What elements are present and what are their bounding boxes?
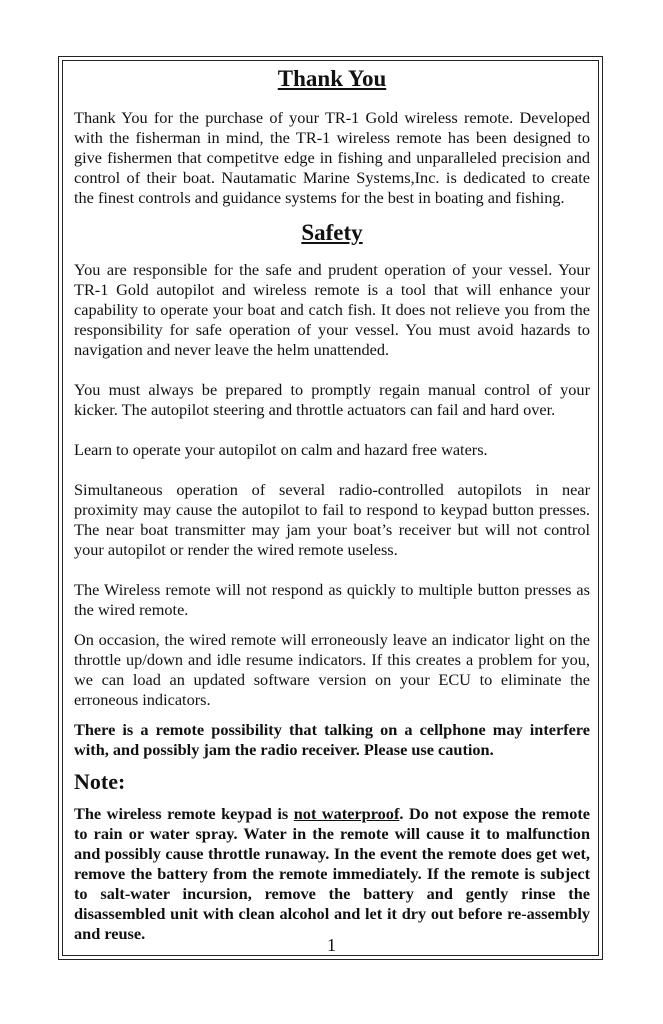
note-paragraph (74, 804, 590, 944)
safety-paragraph-button-presses: The Wireless remote will not respond as quickly to multiple button presses as the wired remote. (74, 580, 590, 619)
note-not-waterproof: not waterproof (293, 804, 400, 823)
thank-you-heading: Thank You (277, 66, 387, 91)
safety-paragraph-radio-interference: Simultaneous operation of several radio-controlled autopilots in near proximity may cause the autopilot to fail to respond to keypad button presses. The near boat transmitter may jam your boat’s receiver but will not control your autopilot or render the wired remote useless. (74, 480, 590, 559)
note-text-before: The wireless remote keypad is (74, 804, 294, 823)
page-content (74, 64, 590, 944)
thank-you-paragraph: Thank You for the purchase of your TR-1 Gold wireless remote. Developed with the fisherman in mind, the TR-1 wireless remote has been designed to give fishermen that competitve edge in fishing and unparalleled precision and control of their boat. Nautamatic Marine Systems,Inc. is dedicated to create the finest controls and guidance systems for the best in boating and fishing. (74, 108, 590, 207)
note-heading: Note: (74, 769, 126, 794)
safety-paragraph-cellphone-warning: There is a remote possibility that talking on a cellphone may interfere with, and possibly jam the radio receiver. Please use caution. (74, 720, 590, 759)
safety-paragraph-indicator-light: On occasion, the wired remote will erroneously leave an indicator light on the throttle up/down and idle resume indicators. If this creates a problem for you, we can load an updated software version on your ECU to eliminate the erroneous indicators. (74, 630, 590, 709)
safety-heading: Safety (301, 220, 363, 245)
safety-paragraph-calm-waters: Learn to operate your autopilot on calm and hazard free waters. (74, 440, 488, 459)
note-text-after: . Do not expose the remote to rain or water spray. Water in the remote will cause it to malfunction and possibly cause throttle runaway. In the event the remote does get wet, remove the battery from the remote immediately. If the remote is subject to salt-water incursion, remove the battery and gently rinse the disassembled unit with clean alcohol and let it dry out before re-assembly and reuse. (74, 804, 590, 943)
page-number: 1 (327, 935, 336, 955)
safety-paragraph-responsibility: You are responsible for the safe and prudent operation of your vessel. Your TR-1 Gold autopilot and wireless remote is a tool that will enhance your capability to operate your boat and catch fish. It does not relieve you from the responsibility for safe operation of your vessel. You must avoid hazards to navigation and never leave the helm unattended. (74, 260, 590, 359)
safety-paragraph-manual-control: You must always be prepared to promptly regain manual control of your kicker. The autopilot steering and throttle actuators can fail and hard over. (74, 380, 590, 419)
